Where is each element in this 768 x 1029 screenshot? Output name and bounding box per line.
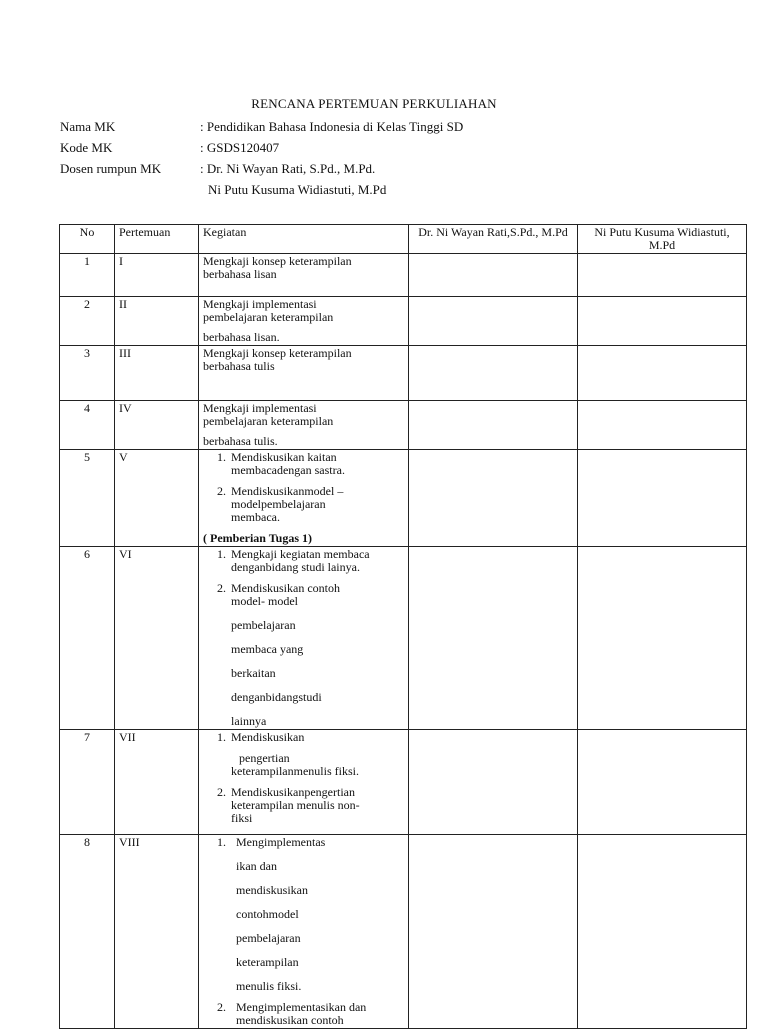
kegiatan-list: [203, 731, 404, 825]
kegiatan-list: [203, 548, 404, 728]
cell-kegiatan: [199, 450, 409, 547]
meta-label: Dosen rumpun MK: [60, 161, 162, 176]
kegiatan-line: modelpembelajaran: [231, 497, 326, 511]
kegiatan-line: denganbidang studi lainya.: [231, 560, 360, 574]
cell-pertemuan: III: [115, 346, 199, 401]
cell-pertemuan: VI: [115, 547, 199, 730]
list-item: [229, 731, 404, 778]
list-item: [229, 836, 404, 993]
cell-no: 2: [60, 297, 115, 346]
kegiatan-line: Mengkaji konsep keterampilan: [203, 254, 352, 268]
cell-dosen-2: [578, 254, 747, 297]
cell-pertemuan: II: [115, 297, 199, 346]
kegiatan-line: model- model: [231, 594, 298, 608]
table-header-row: [60, 225, 747, 254]
kegiatan-line: 1. Mendiskusikan kaitan: [231, 450, 337, 464]
cell-dosen-1: [409, 254, 578, 297]
cell-kegiatan: [199, 401, 409, 450]
list-item: [229, 451, 404, 477]
kegiatan-line: ikan dan: [236, 859, 277, 873]
kegiatan-line: 2. Mendiskusikanpengertian: [231, 785, 355, 799]
kegiatan-line: lainnya: [231, 714, 267, 728]
kegiatan-line: berbahasa lisan: [203, 267, 277, 281]
cell-dosen-2: [578, 346, 747, 401]
meta-label: Kode MK: [60, 140, 113, 155]
cell-dosen-1: [409, 401, 578, 450]
kegiatan-line: 2. Mendiskusikan contoh: [231, 581, 340, 595]
cell-dosen-1: [409, 450, 578, 547]
cell-dosen-1: [409, 346, 578, 401]
header-no: No: [60, 225, 115, 254]
meta-value: : GSDS120407: [200, 140, 280, 155]
list-item: [229, 1001, 404, 1027]
table-row: [60, 297, 747, 346]
cell-no: 6: [60, 547, 115, 730]
list-item: [229, 548, 404, 574]
kegiatan-line: membaca.: [231, 510, 280, 524]
cell-dosen-2: [578, 401, 747, 450]
meta-value: : Dr. Ni Wayan Rati, S.Pd., M.Pd.: [200, 161, 376, 176]
kegiatan-line: pembelajaran keterampilan: [203, 310, 334, 324]
cell-dosen-1: [409, 297, 578, 346]
cell-kegiatan: [199, 547, 409, 730]
cell-kegiatan: [199, 730, 409, 835]
cell-no: 4: [60, 401, 115, 450]
cell-dosen-2: [578, 297, 747, 346]
meta-value: : Pendidikan Bahasa Indonesia di Kelas Tinggi SD: [200, 119, 464, 134]
cell-no: 5: [60, 450, 115, 547]
cell-kegiatan: [199, 835, 409, 1029]
kegiatan-line: membacadengan sastra.: [231, 463, 345, 477]
cell-dosen-1: [409, 730, 578, 835]
kegiatan-line: keterampilan: [236, 955, 299, 969]
kegiatan-line: berkaitan: [231, 666, 276, 680]
cell-no: 3: [60, 346, 115, 401]
schedule-table: [59, 224, 747, 1029]
cell-dosen-2: [578, 835, 747, 1029]
kegiatan-line: 1. Mengkaji kegiatan membaca: [231, 547, 370, 561]
kegiatan-line: berbahasa tulis.: [203, 434, 278, 448]
kegiatan-line: 2. Mendiskusikanmodel –: [231, 484, 344, 498]
cell-dosen-1: [409, 547, 578, 730]
kegiatan-line: Mengkaji implementasi: [203, 297, 317, 311]
cell-pertemuan: IV: [115, 401, 199, 450]
table-row: [60, 450, 747, 547]
cell-pertemuan: V: [115, 450, 199, 547]
list-item: [229, 786, 404, 825]
table-row: [60, 835, 747, 1029]
cell-pertemuan: VIII: [115, 835, 199, 1029]
kegiatan-line: keterampilan menulis non-: [231, 798, 360, 812]
assignment-note: ( Pemberian Tugas 1): [203, 531, 313, 545]
table-row: [60, 346, 747, 401]
kegiatan-line: pembelajaran keterampilan: [203, 414, 334, 428]
header-dosen-1: Dr. Ni Wayan Rati,S.Pd., M.Pd: [409, 225, 578, 254]
kegiatan-line: berbahasa lisan.: [203, 330, 280, 344]
kegiatan-line: mendiskusikan contoh: [236, 1013, 344, 1027]
kegiatan-list: [203, 451, 404, 524]
cell-kegiatan: [199, 346, 409, 401]
kegiatan-line: pembelajaran: [231, 618, 296, 632]
kegiatan-list: [203, 836, 404, 1027]
kegiatan-line: membaca yang: [231, 642, 304, 656]
list-item: [229, 485, 404, 524]
header-kegiatan: Kegiatan: [199, 225, 409, 254]
kegiatan-line: denganbidangstudi: [231, 690, 322, 704]
table-row: [60, 401, 747, 450]
kegiatan-line: Mengkaji implementasi: [203, 401, 317, 415]
cell-pertemuan: VII: [115, 730, 199, 835]
cell-pertemuan: I: [115, 254, 199, 297]
kegiatan-line: pembelajaran: [236, 931, 301, 945]
cell-dosen-2: [578, 730, 747, 835]
cell-no: 8: [60, 835, 115, 1029]
kegiatan-line: Mengkaji konsep keterampilan: [203, 346, 352, 360]
header-pertemuan: Pertemuan: [115, 225, 199, 254]
kegiatan-line: berbahasa tulis: [203, 359, 275, 373]
cell-dosen-1: [409, 835, 578, 1029]
table-row: [60, 547, 747, 730]
list-item: [229, 582, 404, 728]
table-row: [60, 254, 747, 297]
kegiatan-line: keterampilanmenulis fiksi.: [231, 764, 359, 778]
kegiatan-line: 1. Mendiskusikan: [231, 730, 305, 744]
header-dosen-2: Ni Putu Kusuma Widiastuti, M.Pd: [578, 225, 747, 254]
kegiatan-line: 2. Mengimplementasikan dan: [236, 1000, 367, 1014]
cell-dosen-2: [578, 547, 747, 730]
cell-kegiatan: [199, 254, 409, 297]
kegiatan-line: 1. Mengimplementas: [236, 835, 326, 849]
meta-value: Ni Putu Kusuma Widiastuti, M.Pd: [208, 182, 387, 197]
cell-no: 7: [60, 730, 115, 835]
kegiatan-line: pengertian: [239, 751, 290, 765]
kegiatan-line: mendiskusikan: [236, 883, 308, 897]
kegiatan-line: fiksi: [231, 811, 253, 825]
kegiatan-line: menulis fiksi.: [236, 979, 302, 993]
cell-kegiatan: [199, 297, 409, 346]
document-title: RENCANA PERTEMUAN PERKULIAHAN: [251, 96, 497, 111]
cell-no: 1: [60, 254, 115, 297]
kegiatan-line: contohmodel: [236, 907, 299, 921]
meta-label: Nama MK: [60, 119, 116, 134]
table-row: [60, 730, 747, 835]
cell-dosen-2: [578, 450, 747, 547]
